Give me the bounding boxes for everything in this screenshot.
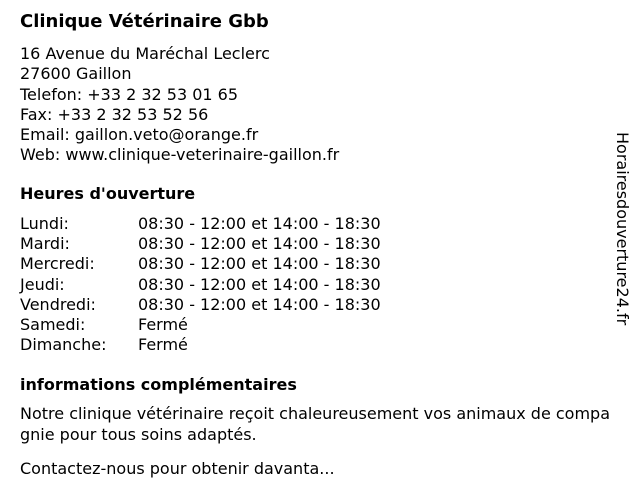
info-description: Notre clinique vétérinaire reçoit chaleureusement vos animaux de compagnie pour tous soins adaptés. [20, 404, 611, 444]
day-label: Mardi: [20, 234, 70, 254]
phone-number: Telefon: +33 2 32 53 01 65 [20, 84, 239, 104]
time-value: Fermé [138, 335, 188, 355]
email-address: Email: gaillon.veto@orange.fr [20, 125, 259, 145]
hours-row-thursday [20, 275, 381, 295]
day-label: Samedi: [20, 315, 86, 335]
time-value: 08:30 - 12:00 et 14:00 - 18:30 [138, 214, 381, 233]
contact-text: Contactez-nous pour obtenir davanta... [20, 459, 335, 478]
hours-row-sunday [20, 335, 381, 355]
hours-row-wednesday [20, 254, 381, 274]
hours-row-monday [20, 214, 381, 234]
hours-table [20, 214, 381, 355]
city-address: 27600 Gaillon [20, 64, 132, 84]
watermark-text: Horairesdouverture24.fr [613, 132, 632, 326]
address-block [20, 44, 339, 166]
time-value: 08:30 - 12:00 et 14:00 - 18:30 [138, 274, 381, 294]
hours-row-saturday [20, 315, 381, 335]
hours-heading: Heures d'ouverture [20, 184, 196, 203]
fax-number: Fax: +33 2 32 53 52 56 [20, 104, 209, 124]
hours-row-tuesday [20, 234, 381, 254]
day-label: Jeudi: [20, 274, 65, 294]
day-label: Dimanche: [20, 335, 107, 355]
time-value: 08:30 - 12:00 et 14:00 - 18:30 [138, 234, 381, 254]
hours-row-friday [20, 295, 381, 315]
website-url: Web: www.clinique-veterinaire-gaillon.fr [20, 145, 340, 165]
day-label: Lundi: [20, 214, 69, 233]
info-heading: informations complémentaires [20, 375, 297, 394]
time-value: 08:30 - 12:00 et 14:00 - 18:30 [138, 254, 381, 274]
time-value: 08:30 - 12:00 et 14:00 - 18:30 [138, 294, 381, 314]
clinic-title: Clinique Vétérinaire Gbb [20, 11, 269, 32]
street-address: 16 Avenue du Maréchal Leclerc [20, 44, 270, 63]
day-label: Vendredi: [20, 294, 96, 314]
day-label: Mercredi: [20, 254, 95, 274]
time-value: Fermé [138, 315, 188, 335]
